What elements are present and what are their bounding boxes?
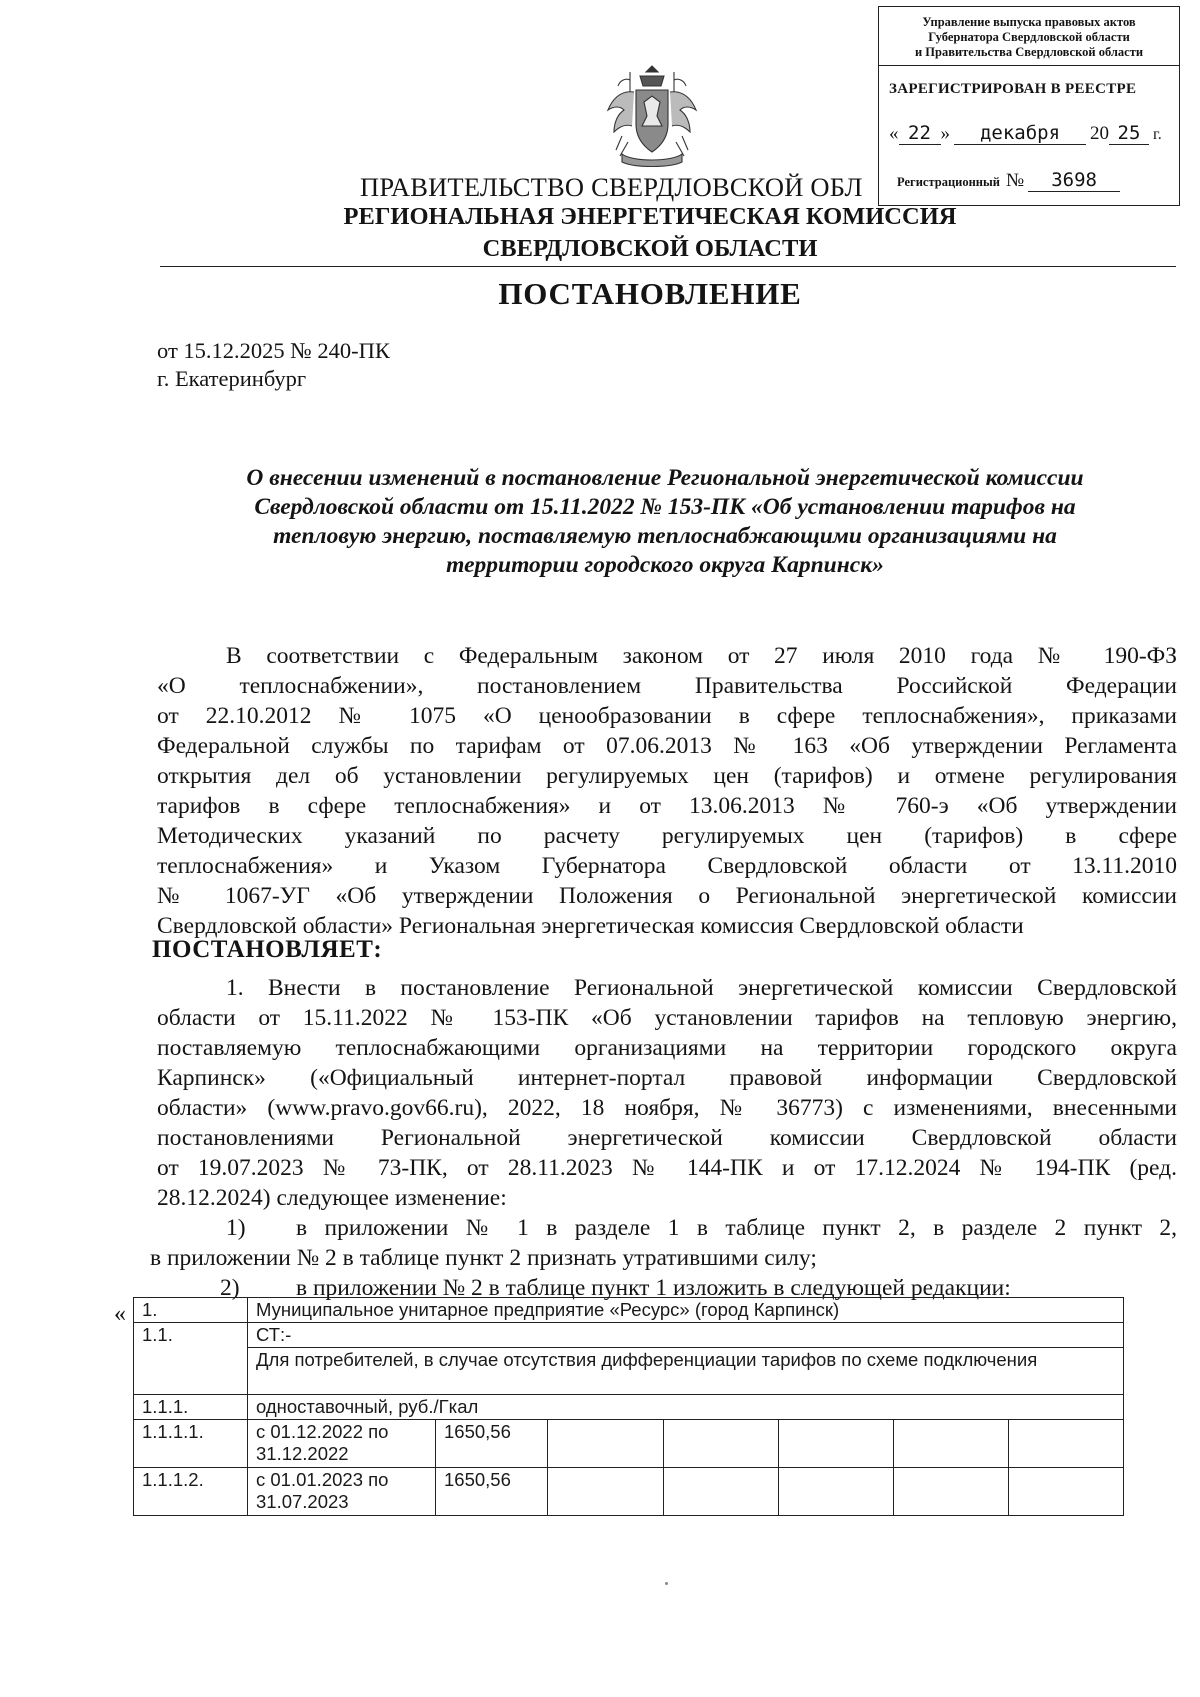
table-cell-number: 1.1.1. [134, 1395, 248, 1420]
table-cell-text: СТ:- [248, 1323, 1124, 1348]
table-row [134, 1348, 1124, 1395]
stamp-date: « 22 » декабря 20 25 г. [889, 122, 1162, 144]
stamp-organization [879, 15, 1179, 60]
table-cell-empty [548, 1468, 664, 1516]
item1-line: поставляемую теплоснабжающими организациями на территории городского округа [157, 1035, 1177, 1061]
stamp-number: 3698 [1028, 169, 1120, 192]
header-rule [160, 266, 1176, 267]
table-cell-empty [779, 1468, 894, 1516]
item1-line: 28.12.2024) следующее изменение: [157, 1185, 507, 1211]
subitem1-line: в приложении № 2 в таблице пункт 2 признать утратившими силу; [150, 1245, 817, 1271]
registration-stamp [878, 6, 1180, 206]
table-cell-number: 1.1.1.2. [134, 1468, 248, 1516]
item1-line: 1. Внести в постановление Региональной энергетической комиссии Свердловской [226, 975, 1177, 1001]
stamp-org-line: Управление выпуска правовых актов [922, 15, 1136, 29]
table-cell-text: Для потребителей, в случае отсутствия дифференциации тарифов по схеме подключения [248, 1348, 1124, 1395]
preamble-line: В соответствии с Федеральным законом от 27 июля 2010 года № 190-ФЗ [226, 643, 1177, 669]
table-row [134, 1323, 1124, 1348]
stamp-number-label: Регистрационный [897, 175, 1000, 189]
table-cell-empty [664, 1420, 779, 1468]
stamp-day: 22 [899, 122, 941, 145]
table-cell-organization: Муниципальное унитарное предприятие «Ресурс» (город Карпинск) [248, 1298, 1124, 1323]
scan-speck [665, 1582, 668, 1585]
preamble-line: открытия дел об установлении регулируемых цен (тарифов) и отмене регулирования [157, 763, 1177, 789]
subitem1-line: в приложении № 1 в разделе 1 в таблице пункт 2, в разделе 2 пункт 2, [296, 1215, 1177, 1241]
preamble-line: тарифов в сфере теплоснабжения» и от 13.06.2013 № 760-э «Об утверждении [157, 793, 1177, 819]
stamp-registered-label: ЗАРЕГИСТРИРОВАН В РЕЕСТРЕ [889, 81, 1137, 97]
document-city: г. Екатеринбург [157, 366, 307, 391]
item1-line: Карпинск» («Официальный интернет-портал правовой информации Свердловской [157, 1065, 1177, 1091]
document-title-line: территории городского округа Карпинск» [446, 552, 884, 578]
table-row [134, 1395, 1124, 1420]
stamp-divider [879, 65, 1179, 66]
table-cell-number: 1.1. [134, 1323, 248, 1395]
table-cell-period: с 01.01.2023 по 31.07.2023 [248, 1468, 436, 1516]
preamble-line: № 1067-УГ «Об утверждении Положения о Региональной энергетической комиссии [157, 883, 1177, 909]
table-cell-number: 1.1.1.1. [134, 1420, 248, 1468]
preamble-line: Свердловской области» Региональная энергетическая комиссия Свердловской области [157, 913, 1024, 939]
preamble-line: Федеральной службы по тарифам от 07.06.2013 № 163 «Об утверждении Регламента [157, 733, 1177, 759]
commission-heading-line2: СВЕРДЛОВСКОЙ ОБЛАСТИ [482, 235, 818, 262]
table-cell-empty [1009, 1468, 1124, 1516]
government-heading: ПРАВИТЕЛЬСТВО СВЕРДЛОВСКОЙ ОБЛ [360, 172, 863, 202]
resolves-heading: ПОСТАНОВЛЯЕТ: [152, 936, 383, 963]
table-row [134, 1468, 1124, 1516]
subitem2-number: 2) [220, 1275, 240, 1301]
item1-line: области от 15.11.2022 № 153-ПК «Об установлении тарифов на тепловую энергию, [157, 1005, 1177, 1031]
table-cell-value: 1650,56 [436, 1420, 548, 1468]
item1-line: от 19.07.2023 № 73-ПК, от 28.11.2023 № 144-ПК и от 17.12.2024 № 194-ПК (ред. [157, 1155, 1177, 1181]
preamble-line: «О теплоснабжении», постановлением Правительства Российской Федерации [157, 673, 1177, 699]
stamp-month: декабря [954, 122, 1086, 145]
stamp-year-suffix: 25 [1109, 122, 1149, 145]
document-title-line: тепловую энергию, поставляемую теплоснабжающими организациями на [273, 523, 1057, 549]
table-cell-text: одноставочный, руб./Гкал [248, 1395, 1124, 1420]
commission-heading-line1: РЕГИОНАЛЬНАЯ ЭНЕРГЕТИЧЕСКАЯ КОМИССИЯ [343, 203, 957, 230]
stamp-year-word: г. [1153, 126, 1162, 143]
item1-line: области» (www.pravo.gov66.ru), 2022, 18 ноября, № 36773) с изменениями, внесенными [157, 1095, 1177, 1121]
table-row [134, 1420, 1124, 1468]
table-cell-empty [894, 1468, 1009, 1516]
table-cell-number: 1. [134, 1298, 248, 1323]
preamble-line: от 22.10.2012 № 1075 «О ценообразовании в сфере теплоснабжения», приказами [157, 703, 1177, 729]
stamp-number-line [897, 169, 1171, 192]
tariff-table [133, 1297, 1124, 1516]
table-cell-empty [1009, 1420, 1124, 1468]
table-cell-empty [548, 1420, 664, 1468]
coat-of-arms-emblem [600, 62, 704, 170]
stamp-org-line: Губернатора Свердловской области [928, 30, 1130, 44]
stamp-org-line: и Правительства Свердловской области [914, 45, 1144, 59]
opening-quote-mark: « [114, 1301, 126, 1327]
stamp-number-sign: № [1005, 170, 1025, 191]
document-title-line: Свердловской области от 15.11.2022 № 153-ПК «Об установлении тарифов на [254, 494, 1076, 520]
preamble-line: Методических указаний по расчету регулируемых цен (тарифов) в сфере [157, 823, 1177, 849]
table-cell-empty [894, 1420, 1009, 1468]
item1-line: постановлениями Региональной энергетической комиссии Свердловской области [157, 1125, 1177, 1151]
stamp-year-prefix: 20 [1090, 123, 1109, 144]
document-title-line: О внесении изменений в постановление Региональной энергетической комиссии [246, 465, 1084, 491]
table-cell-empty [779, 1420, 894, 1468]
document-date-number: от 15.12.2025 № 240-ПК [157, 338, 390, 363]
table-row [134, 1298, 1124, 1323]
table-cell-value: 1650,56 [436, 1468, 548, 1516]
subitem2-line: в приложении № 2 в таблице пункт 1 изложить в следующей редакции: [296, 1275, 1011, 1301]
subitem1-number: 1) [226, 1215, 246, 1241]
preamble-line: теплоснабжения» и Указом Губернатора Свердловской области от 13.11.2010 [157, 853, 1177, 879]
table-cell-empty [664, 1468, 779, 1516]
table-cell-period: с 01.12.2022 по 31.12.2022 [248, 1420, 436, 1468]
document-type-heading: ПОСТАНОВЛЕНИЕ [498, 276, 802, 311]
